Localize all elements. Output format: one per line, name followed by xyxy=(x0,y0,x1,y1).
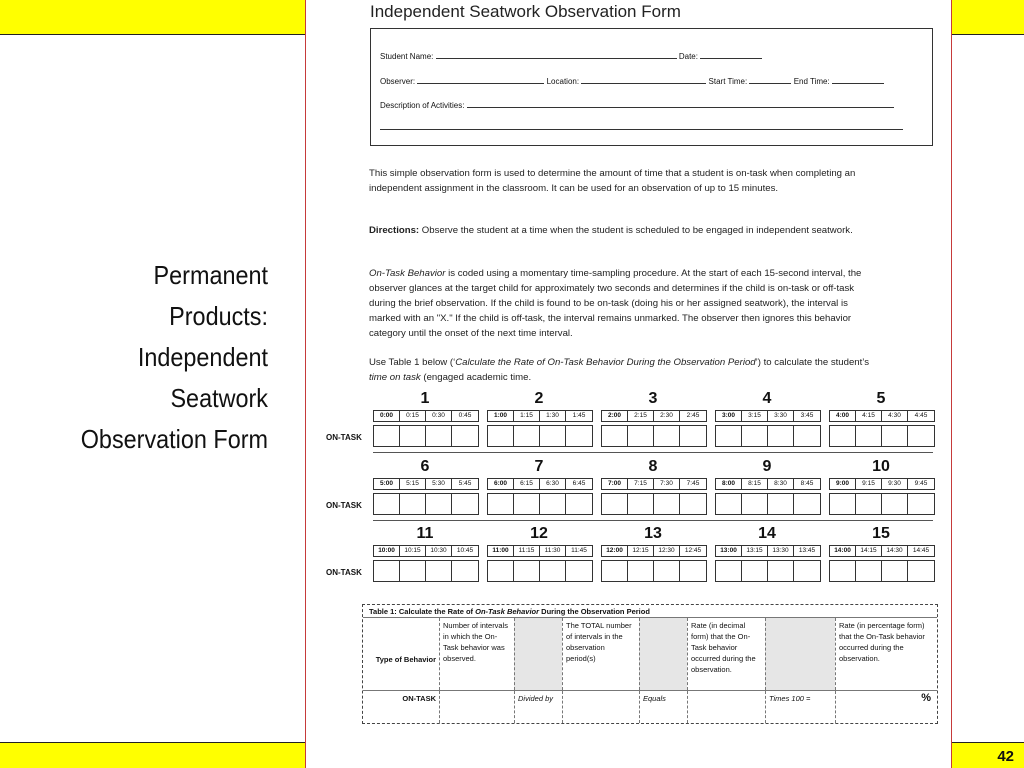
time-label: 11:30 xyxy=(540,546,566,556)
time-label: 3:15 xyxy=(742,411,768,421)
ontask-box-group xyxy=(601,493,707,515)
ontask-checkbox[interactable] xyxy=(830,494,856,514)
time-label: 1:45 xyxy=(572,412,586,419)
time-group xyxy=(829,478,935,490)
minute-number-row xyxy=(373,460,933,478)
time-label: 3:30 xyxy=(768,411,794,421)
observer-field[interactable] xyxy=(417,75,544,84)
time-label: 7:30 xyxy=(654,479,680,489)
time-label: 7:15 xyxy=(628,479,654,489)
time-label: 13:30 xyxy=(768,546,794,556)
ontask-box-group xyxy=(373,560,479,582)
minute-number: 8 xyxy=(648,458,658,475)
ontask-checkbox[interactable] xyxy=(628,494,654,514)
intro-paragraph: This simple observation form is used to determine the amount of time that a student is on-task when completing an independent assignment in the classroom. It can be used for an observation of up to 15 minutes. xyxy=(369,168,856,194)
time-group xyxy=(373,545,479,557)
percent-value-cell[interactable] xyxy=(835,691,937,723)
time-label: 9:45 xyxy=(914,480,928,487)
ontask-checkbox[interactable] xyxy=(742,494,768,514)
caption-part: On-Task Behavior xyxy=(475,607,540,616)
time-label: 2:45 xyxy=(686,412,700,419)
time-label: 4:15 xyxy=(856,411,882,421)
ontask-checkbox[interactable] xyxy=(540,494,566,514)
ontask-box-group xyxy=(829,493,935,515)
ontask-checkbox[interactable] xyxy=(794,494,820,514)
ontask-checkbox[interactable] xyxy=(452,561,478,581)
time-label: 4:30 xyxy=(882,411,908,421)
time-label: 3:00 xyxy=(716,411,742,421)
ontask-checkbox[interactable] xyxy=(426,561,452,581)
minute-number: 9 xyxy=(762,458,772,475)
ontask-checkbox[interactable] xyxy=(654,426,680,446)
ontask-box-group xyxy=(373,493,479,515)
time-label: 1:00 xyxy=(488,411,514,421)
ontask-checkbox[interactable] xyxy=(540,426,566,446)
type-of-behavior-header: Type of Behavior xyxy=(375,655,436,664)
minute-number: 2 xyxy=(534,390,544,407)
ontask-checkbox[interactable] xyxy=(882,561,908,581)
student-info-box xyxy=(370,28,933,146)
end-time-label: End Time: xyxy=(793,77,830,86)
table-1 xyxy=(362,604,938,724)
time-label: 12:15 xyxy=(628,546,654,556)
ontask-checkbox[interactable] xyxy=(742,561,768,581)
ontask-box-group xyxy=(487,425,593,447)
time-label: 10:30 xyxy=(426,546,452,556)
minute-number: 11 xyxy=(416,525,434,542)
student-name-field[interactable] xyxy=(436,50,677,59)
time-label: 5:15 xyxy=(400,479,426,489)
ontask-checkbox[interactable] xyxy=(794,561,820,581)
time-label: 14:30 xyxy=(882,546,908,556)
table-ref-italic2: time on task xyxy=(369,372,421,383)
ontask-checkbox[interactable] xyxy=(882,426,908,446)
time-label: 0:15 xyxy=(400,411,426,421)
time-label: 8:15 xyxy=(742,479,768,489)
time-label: 7:45 xyxy=(686,480,700,487)
ontask-box-group xyxy=(487,560,593,582)
time-group xyxy=(487,478,593,490)
ontask-checkbox[interactable] xyxy=(452,494,478,514)
minute-number: 5 xyxy=(876,390,886,407)
slide-title xyxy=(34,255,268,460)
ontask-checkbox[interactable] xyxy=(742,426,768,446)
percent-header: Rate (in percentage form) that the On-Task behavior occurred during the observation. xyxy=(835,618,937,690)
ontask-checkbox[interactable] xyxy=(514,561,540,581)
ontask-checkbox[interactable] xyxy=(426,426,452,446)
percent-sign: % xyxy=(921,692,931,704)
ontask-box-group xyxy=(829,425,935,447)
table-ref-italic: Calculate the Rate of On-Task Behavior During the Observation Period xyxy=(455,357,756,368)
minute-number: 1 xyxy=(420,390,430,407)
time-label: 5:00 xyxy=(374,479,400,489)
ontask-checkbox[interactable] xyxy=(452,426,478,446)
ontask-checkbox[interactable] xyxy=(488,561,514,581)
minute-number-row xyxy=(373,527,933,545)
time-group xyxy=(601,545,707,557)
directions-text: Observe the student at a time when the student is scheduled to be engaged in independent seatwork. xyxy=(419,225,853,236)
ontask-box-group xyxy=(373,425,479,447)
time-label: 11:00 xyxy=(488,546,514,556)
grey-cell xyxy=(765,618,835,690)
ontask-checkbox[interactable] xyxy=(374,561,400,581)
ontask-checkbox[interactable] xyxy=(566,561,592,581)
ontask-checkbox[interactable] xyxy=(374,494,400,514)
time-label: 4:00 xyxy=(830,411,856,421)
time-label: 12:30 xyxy=(654,546,680,556)
ontask-checkbox[interactable] xyxy=(654,561,680,581)
divided-by-label: Divided by xyxy=(514,691,562,723)
minute-number: 10 xyxy=(872,458,890,475)
block-separator xyxy=(373,452,933,453)
time-label: 8:30 xyxy=(768,479,794,489)
time-group xyxy=(373,410,479,422)
minute-number: 14 xyxy=(758,525,776,542)
grey-cell xyxy=(514,618,562,690)
table-ref-a: Use Table 1 below (‘ xyxy=(369,357,456,368)
ontask-row-label: ON-TASK xyxy=(402,694,436,703)
ontask-checkbox[interactable] xyxy=(680,426,706,446)
description-label: Description of Activities: xyxy=(380,101,465,110)
minute-number-row xyxy=(373,392,933,410)
time-group xyxy=(373,478,479,490)
time-label: 11:15 xyxy=(514,546,540,556)
times-100-label: Times 100 = xyxy=(765,691,835,723)
description-field-line-2[interactable] xyxy=(380,121,903,130)
ontask-checkbox[interactable] xyxy=(856,561,882,581)
form-title: Independent Seatwork Observation Form xyxy=(370,2,681,21)
minute-number: 3 xyxy=(648,390,658,407)
ontask-checkbox[interactable] xyxy=(488,494,514,514)
time-label: 4:45 xyxy=(914,412,928,419)
time-label: 9:00 xyxy=(830,479,856,489)
minute-number: 7 xyxy=(534,458,544,475)
ontask-box-group xyxy=(601,425,707,447)
slide-title-line: Seatwork xyxy=(170,383,268,413)
ontask-checkbox[interactable] xyxy=(716,494,742,514)
time-label: 7:00 xyxy=(602,479,628,489)
ontask-checkbox[interactable] xyxy=(882,494,908,514)
ontask-checkbox[interactable] xyxy=(908,494,934,514)
time-group xyxy=(715,410,821,422)
location-label: Location: xyxy=(546,77,580,86)
ontask-checkbox[interactable] xyxy=(856,426,882,446)
block-separator xyxy=(373,520,933,521)
ontask-checkbox[interactable] xyxy=(794,426,820,446)
time-label: 10:00 xyxy=(374,546,400,556)
caption-part: Table 1: Calculate the Rate of xyxy=(369,607,476,616)
ontask-checkbox[interactable] xyxy=(768,494,794,514)
time-label: 0:30 xyxy=(426,411,452,421)
ontask-checkbox[interactable] xyxy=(426,494,452,514)
table-1-caption xyxy=(369,607,650,616)
date-label: Date: xyxy=(678,52,698,61)
ontask-checkbox[interactable] xyxy=(400,494,426,514)
decimal-header: Rate (in decimal form) that the On-Task behavior occurred during the observation. xyxy=(687,618,765,690)
description-field[interactable] xyxy=(467,99,894,108)
decimal-value-cell[interactable] xyxy=(687,691,765,723)
ontask-checkbox[interactable] xyxy=(514,426,540,446)
ontask-checkbox[interactable] xyxy=(908,426,934,446)
ontask-row-label: ON-TASK xyxy=(326,433,362,442)
table-ref-c: (engaged academic time. xyxy=(420,372,532,383)
ontask-checkbox[interactable] xyxy=(628,561,654,581)
ontask-paragraph xyxy=(369,266,877,341)
ontask-checkbox[interactable] xyxy=(400,561,426,581)
ontask-box-group xyxy=(601,560,707,582)
time-group xyxy=(601,410,707,422)
slide-title-line: Independent xyxy=(137,342,268,372)
ontask-checkbox[interactable] xyxy=(856,494,882,514)
total-header: The TOTAL number of intervals in the observation period(s) xyxy=(562,618,639,690)
observed-header: Number of intervals in which the On-Task behavior was observed. xyxy=(439,618,514,690)
time-label: 9:30 xyxy=(882,479,908,489)
time-label: 0:45 xyxy=(458,412,472,419)
time-label: 6:30 xyxy=(540,479,566,489)
time-label: 12:45 xyxy=(684,547,702,554)
time-label: 13:45 xyxy=(798,547,816,554)
slide-title-line: Permanent xyxy=(153,260,268,290)
grey-cell xyxy=(639,618,687,690)
ontask-checkbox[interactable] xyxy=(830,561,856,581)
ontask-row-label: ON-TASK xyxy=(326,501,362,510)
time-group xyxy=(829,545,935,557)
time-group xyxy=(487,410,593,422)
time-group xyxy=(829,410,935,422)
ontask-checkbox[interactable] xyxy=(830,426,856,446)
time-label: 13:00 xyxy=(716,546,742,556)
time-label: 6:15 xyxy=(514,479,540,489)
ontask-checkbox[interactable] xyxy=(540,561,566,581)
time-group xyxy=(715,478,821,490)
ontask-checkbox[interactable] xyxy=(514,494,540,514)
ontask-checkbox[interactable] xyxy=(654,494,680,514)
time-label: 10:15 xyxy=(400,546,426,556)
ontask-checkbox[interactable] xyxy=(566,494,592,514)
ontask-checkbox[interactable] xyxy=(400,426,426,446)
ontask-checkbox[interactable] xyxy=(716,426,742,446)
total-value-cell[interactable] xyxy=(562,691,639,723)
ontask-checkbox[interactable] xyxy=(680,561,706,581)
ontask-checkbox[interactable] xyxy=(602,494,628,514)
time-label: 2:00 xyxy=(602,411,628,421)
time-label: 0:00 xyxy=(374,411,400,421)
ontask-checkbox[interactable] xyxy=(628,426,654,446)
time-label: 8:45 xyxy=(800,480,814,487)
start-time-label: Start Time: xyxy=(708,77,748,86)
ontask-checkbox[interactable] xyxy=(908,561,934,581)
ontask-checkbox[interactable] xyxy=(768,561,794,581)
ontask-checkbox[interactable] xyxy=(374,426,400,446)
time-label: 5:30 xyxy=(426,479,452,489)
ontask-checkbox[interactable] xyxy=(488,426,514,446)
ontask-checkbox[interactable] xyxy=(566,426,592,446)
observer-label: Observer: xyxy=(380,77,416,86)
ontask-box-group xyxy=(715,425,821,447)
table-reference-paragraph xyxy=(369,355,877,385)
slide-title-line: Observation Form xyxy=(80,424,268,454)
ontask-box-group xyxy=(715,560,821,582)
time-label: 14:15 xyxy=(856,546,882,556)
time-label: 12:00 xyxy=(602,546,628,556)
directions-label: Directions: xyxy=(369,225,420,236)
minute-number: 4 xyxy=(762,390,772,407)
start-time-field[interactable] xyxy=(749,75,791,84)
time-label: 3:45 xyxy=(800,412,814,419)
time-label: 9:15 xyxy=(856,479,882,489)
time-label: 1:15 xyxy=(514,411,540,421)
time-group xyxy=(715,545,821,557)
page-number: 42 xyxy=(997,748,1014,765)
time-group xyxy=(487,545,593,557)
time-label: 2:15 xyxy=(628,411,654,421)
caption-part: During the Observation Period xyxy=(539,607,650,616)
minute-number: 13 xyxy=(644,525,662,542)
time-label: 6:45 xyxy=(572,480,586,487)
time-label: 13:15 xyxy=(742,546,768,556)
ontask-box-group xyxy=(487,493,593,515)
ontask-checkbox[interactable] xyxy=(716,561,742,581)
student-name-label: Student Name: xyxy=(380,52,434,61)
time-label: 5:45 xyxy=(458,480,472,487)
minute-number: 6 xyxy=(420,458,430,475)
equals-label: Equals xyxy=(639,691,687,723)
ontask-checkbox[interactable] xyxy=(768,426,794,446)
time-group xyxy=(601,478,707,490)
ontask-checkbox[interactable] xyxy=(602,426,628,446)
ontask-checkbox[interactable] xyxy=(680,494,706,514)
time-label: 14:45 xyxy=(912,547,930,554)
location-field[interactable] xyxy=(581,75,706,84)
end-time-field[interactable] xyxy=(832,75,884,84)
ontask-text: is coded using a momentary time-sampling procedure. At the start of each 15-second interval, the observer glances at the target child for approximately two seconds and determines if the child is on-task or off-task during the brief observation. If the child is found to be on-task (doing his or her assigned seatwork), the interval is marked with an "X." If the child is off-task, the interval remains unmarked. The observer then ignores this behavior category until the onset of the next time interval. xyxy=(369,268,862,339)
time-label: 10:45 xyxy=(456,547,474,554)
date-field[interactable] xyxy=(700,50,762,59)
directions-paragraph xyxy=(369,223,877,238)
minute-number: 12 xyxy=(530,525,548,542)
table-ref-b: ’) to calculate the student’s xyxy=(755,357,870,368)
time-label: 11:45 xyxy=(571,547,587,554)
time-label: 14:00 xyxy=(830,546,856,556)
ontask-label: On-Task Behavior xyxy=(369,268,446,279)
ontask-row-label: ON-TASK xyxy=(326,568,362,577)
minute-number: 15 xyxy=(872,525,890,542)
time-label: 6:00 xyxy=(488,479,514,489)
observed-value-cell[interactable] xyxy=(439,691,514,723)
slide-title-line: Products: xyxy=(169,301,268,331)
time-label: 1:30 xyxy=(540,411,566,421)
ontask-box-group xyxy=(829,560,935,582)
time-label: 8:00 xyxy=(716,479,742,489)
time-label: 2:30 xyxy=(654,411,680,421)
ontask-checkbox[interactable] xyxy=(602,561,628,581)
ontask-box-group xyxy=(715,493,821,515)
